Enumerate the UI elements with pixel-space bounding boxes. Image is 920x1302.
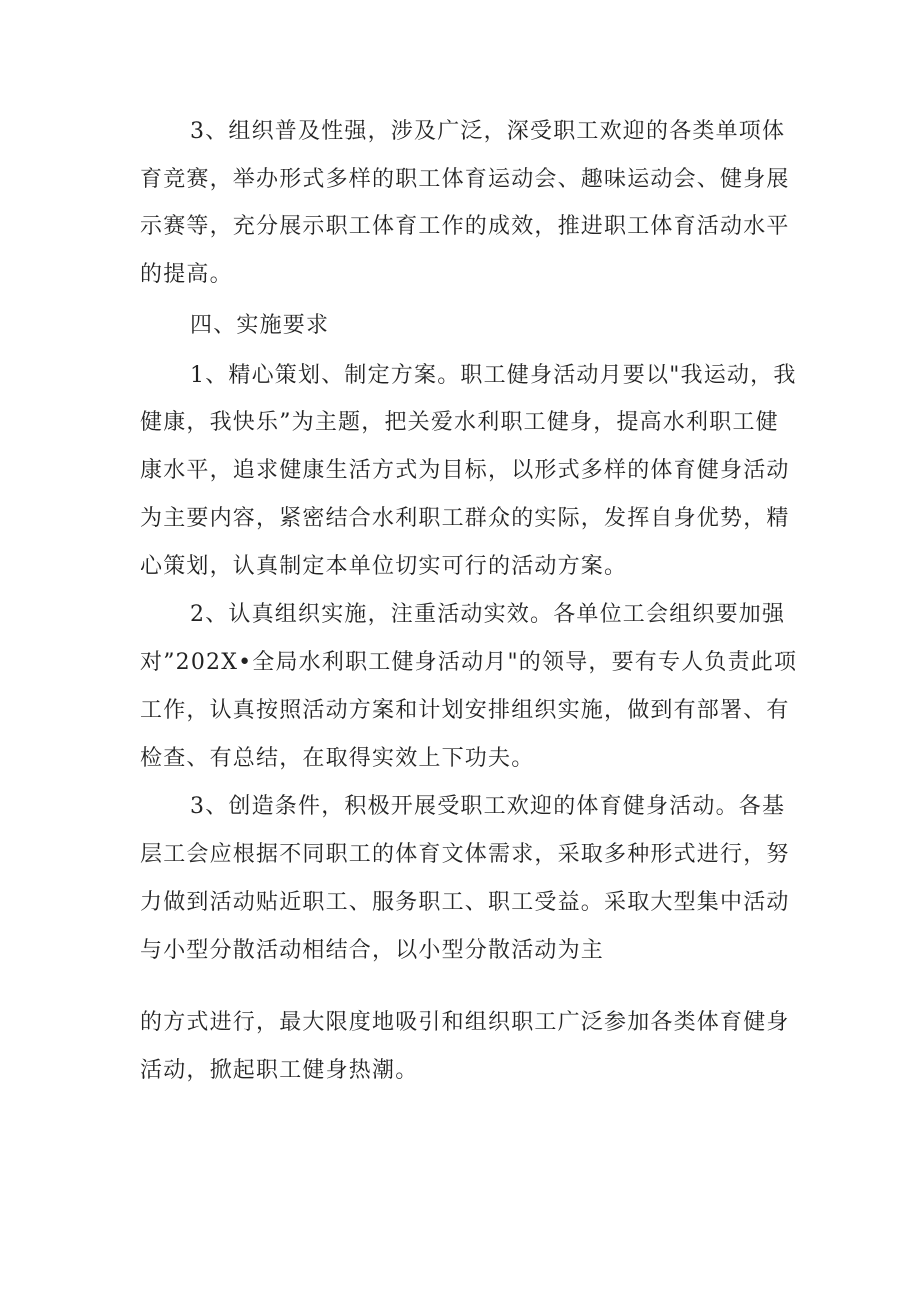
text-line: 对”202X•全局水利职工健身活动月"的领导，要有专人负责此项 <box>140 650 798 675</box>
text-line: 的方式进行，最大限度地吸引和组织职工广泛参加各类体育健身 <box>140 1010 790 1035</box>
text-line: 3、组织普及性强，涉及广泛，深受职工欢迎的各类单项体 <box>190 119 786 144</box>
text-line: 层工会应根据不同职工的体育文体需求，采取多种形式进行，努 <box>140 842 790 867</box>
text-line: 心策划，认真制定本单位切实可行的活动方案。 <box>140 554 628 579</box>
text-line: 示赛等，充分展示职工体育工作的成效，推进职工体育活动水平 <box>140 214 790 239</box>
text-line: 健康，我快乐”为主题，把关爱水利职工健身，提高水利职工健 <box>140 410 779 435</box>
text-line: 的提高。 <box>140 262 233 287</box>
text-line: 检查、有总结，在取得实效上下功夫。 <box>140 746 535 771</box>
text-line: 为主要内容，紧密结合水利职工群众的实际，发挥自身优势，精 <box>140 506 790 531</box>
text-line: 活动，掀起职工健身热潮。 <box>140 1058 419 1083</box>
text-line: 力做到活动贴近职工、服务职工、职工受益。采取大型集中活动 <box>140 890 790 915</box>
text-line: 育竞赛，举办形式多样的职工体育运动会、趣味运动会、健身展 <box>140 167 790 192</box>
section-heading: 四、实施要求 <box>190 313 330 338</box>
text-line: 1、精心策划、制定方案。职工健身活动月要以"我运动，我 <box>190 363 797 388</box>
text-line: 2、认真组织实施，注重活动实效。各单位工会组织要加强 <box>190 602 786 627</box>
text-line: 康水平，追求健康生活方式为目标，以形式多样的体育健身活动 <box>140 458 790 483</box>
text-line: 3、创造条件，积极开展受职工欢迎的体育健身活动。各基 <box>190 794 786 819</box>
text-line: 与小型分散活动相结合，以小型分散活动为主 <box>140 938 605 963</box>
text-line: 工作，认真按照活动方案和计划安排组织实施，做到有部署、有 <box>140 698 790 723</box>
